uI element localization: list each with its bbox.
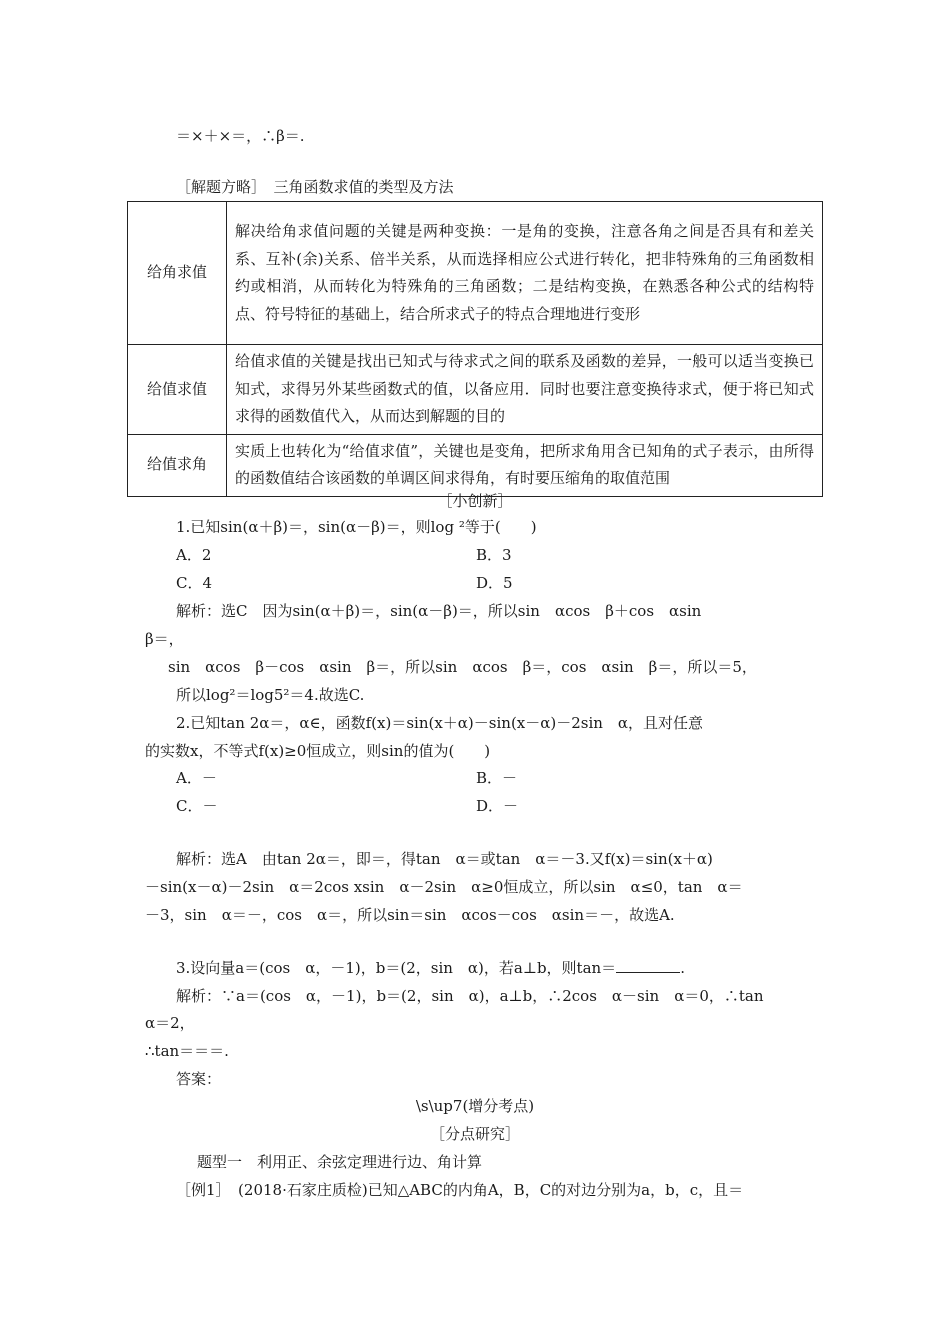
option-b: B．3: [476, 546, 512, 564]
question-2-stem: 2.已知tan 2α＝，α∈，函数f(x)＝sin(x＋α)－sin(x－α)－2sin α，且对任意: [176, 714, 704, 732]
example-line: ［例1］ (2018·石家庄质检)已知△ABC的内角A，B，C的对边分别为a，b，c，且＝: [176, 1181, 744, 1199]
strategy-heading: ［解题方略］ 三角函数求值的类型及方法: [176, 178, 454, 196]
solution-line: β＝，: [145, 630, 184, 648]
row-label: 给角求值: [128, 202, 227, 345]
solution-line: 所以log²＝log5²＝4.故选C.: [176, 686, 365, 704]
option-d: D．5: [476, 574, 513, 592]
topic-heading: 题型一 利用正、余弦定理进行边、角计算: [197, 1153, 483, 1171]
solution-line: α＝2，: [145, 1014, 195, 1032]
question-3-end: .: [680, 959, 685, 977]
row-content: 给值求值的关键是找出已知式与待求式之间的联系及函数的差异，一般可以适当变换已知式，求得另外某些函数式的值，以备应用．同时也要注意变换待求式，便于将已知式求得的函数值代入，从而达到解题的目的: [227, 345, 823, 435]
question-3-text: 3.设向量a＝(cos α，－1)，b＝(2，sin α)，若a⊥b，则tan＝: [176, 959, 617, 977]
row-content: 实质上也转化为“给值求值”，关键也是变角，把所求角用含已知角的式子表示，由所得的函数值结合该函数的单调区间求得角，有时要压缩角的取值范围: [227, 434, 823, 496]
formula-line: ＝×＋×＝，∴β＝.: [176, 127, 305, 145]
option-a: A．2: [176, 546, 212, 564]
option-c: C．4: [176, 574, 213, 592]
method-table: [127, 201, 823, 497]
solution-line: 解析：∵a＝(cos α，－1)，b＝(2，sin α)，a⊥b，∴2cos α－sin α＝0，∴tan: [176, 987, 764, 1005]
question-3-stem: [176, 958, 685, 978]
option-b: B．－: [476, 769, 518, 787]
section-title: ［小创新］: [437, 492, 513, 510]
solution-line: －sin(x－α)－2sin α＝2cos xsin α－2sin α≥0恒成立，所以sin α≤0，tan α＝: [145, 878, 743, 896]
table-row: [128, 434, 823, 496]
solution-line: sin αcos β－cos αsin β＝，所以sin αcos β＝，cos αsin β＝，所以＝5，: [168, 658, 757, 676]
solution-line: 解析：选C 因为sin(α＋β)＝，sin(α－β)＝，所以sin αcos β＋cos αsin: [176, 602, 702, 620]
option-c: C．－: [176, 797, 218, 815]
solution-line: 解析：选A 由tan 2α＝，即＝，得tan α＝或tan α＝－3.又f(x)＝sin(x＋α): [176, 850, 713, 868]
solution-line: ∴tan＝＝＝.: [145, 1042, 229, 1060]
section-title: ［分点研究］: [429, 1125, 520, 1143]
option-a: A．－: [176, 769, 217, 787]
option-d: D．－: [476, 797, 519, 815]
solution-line: －3，sin α＝－，cos α＝，所以sin＝sin αcos－cos αsin＝－，故选A.: [145, 906, 675, 924]
answer-label: 答案：: [176, 1070, 222, 1088]
row-label: 给值求值: [128, 345, 227, 435]
answer-blank: [616, 958, 680, 973]
table-row: [128, 345, 823, 435]
up7-line: \s\up7(增分考点): [415, 1097, 535, 1115]
row-content: 解决给角求值问题的关键是两种变换：一是角的变换，注意各角之间是否具有和差关系、互补(余)关系、倍半关系，从而选择相应公式进行转化，把非特殊角的三角函数相约或相消，从而转化为特殊角的三角函数；二是结构变换，在熟悉各种公式的结构特点、符号特征的基础上，结合所求式子的特点合理地进行变形: [227, 202, 823, 345]
table-row: [128, 202, 823, 345]
question-1-stem: 1.已知sin(α＋β)＝，sin(α－β)＝，则log ²等于( ): [176, 518, 537, 536]
row-label: 给值求角: [128, 434, 227, 496]
question-2-stem: 的实数x，不等式f(x)≥0恒成立，则sin的值为( ): [145, 742, 491, 760]
